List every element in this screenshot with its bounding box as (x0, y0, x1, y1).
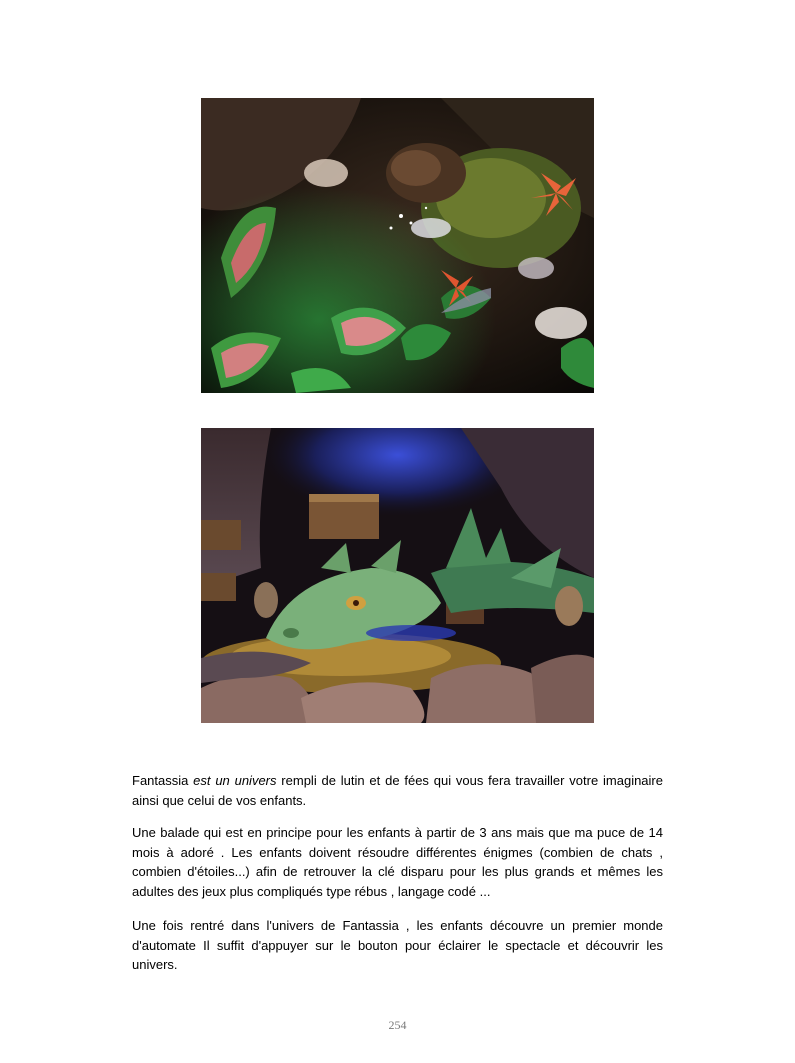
intro-lead: Fantassia (132, 773, 194, 788)
paragraph-univers: Une fois rentré dans l'univers de Fantassia , les enfants découvre un premier monde d'automate Il suffit d'appuyer sur le bouton pour éclairer le spectacle et découvrir les univers. (132, 918, 663, 972)
page-number: 254 (388, 1018, 407, 1032)
photo-fairy-grotto (201, 98, 594, 393)
paragraph-intro (132, 771, 663, 810)
paragraph-balade: Une balade qui est en principe pour les enfants à partir de 3 ans mais que ma puce de 14 mois à adoré . Les enfants doivent résoudre différentes énigmes (combien de chats , combien d'étoiles...) afin de retrouver la clé disparu pour les plus grands et mêmes les adultes des jeux plus compliqués type rébus , langage codé ... (132, 825, 663, 899)
photo-dragon-treasure (201, 428, 594, 723)
dragon-treasure-image (201, 428, 594, 723)
intro-emphasis: est un univers (193, 773, 277, 788)
fairy-grotto-image (201, 98, 594, 393)
intro-rest: rempli de lutin et de fées qui vous fera travailler votre imaginaire ainsi que celui de vos enfants. (132, 773, 663, 808)
